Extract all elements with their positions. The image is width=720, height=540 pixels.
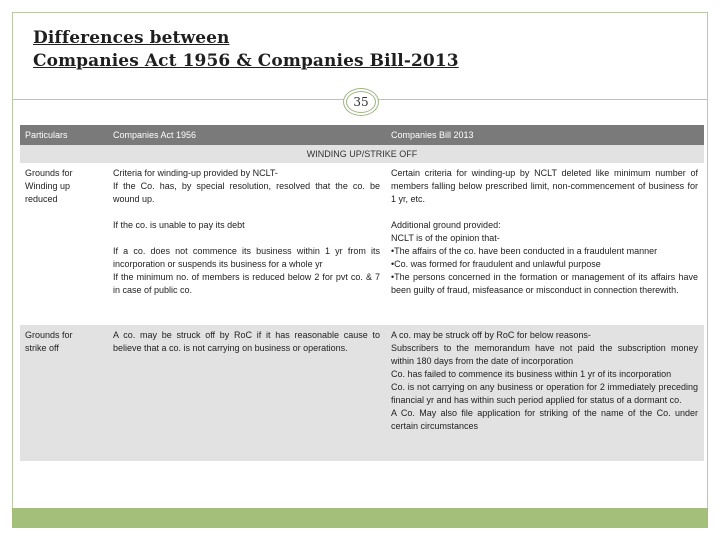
particular-line: Grounds for <box>25 168 73 178</box>
title-line-2: Companies Act 1956 & Companies Bill-2013 <box>33 51 459 71</box>
spacer <box>391 206 698 219</box>
cell-line: If the co. is unable to pay its debt <box>113 220 245 230</box>
cell-line: Criteria for winding-up provided by NCLT- <box>113 168 278 178</box>
header-bill-2013: Companies Bill 2013 <box>391 129 474 140</box>
table-row <box>20 163 704 325</box>
slide-title <box>33 27 459 73</box>
cell-line: NCLT is of the opinion that- <box>391 233 500 243</box>
header-act-1956: Companies Act 1956 <box>113 129 197 140</box>
table-row <box>20 325 704 461</box>
spacer <box>113 206 380 219</box>
row-act-1956 <box>108 163 386 325</box>
particular-line: Winding up <box>25 181 71 191</box>
cell-line: Certain criteria for winding-up by NCLT deleted like minimum number of members falling below prescribed limit, non-commencement of business for 1 yr, etc. <box>391 168 698 204</box>
cell-line: If a co. does not commence its business within 1 yr from its incorporation or suspends its business for a whole yr <box>113 246 380 269</box>
cell-line: Co. has failed to commence its business within 1 yr of its incorporation <box>391 369 672 379</box>
cell-line: •The affairs of the co. have been conducted in a fraudulent manner <box>391 246 658 256</box>
spacer <box>113 232 380 245</box>
page-number: 35 <box>346 91 376 113</box>
particular-line: reduced <box>25 194 58 204</box>
page-number-badge <box>343 88 379 116</box>
cell-line: •Co. was formed for fraudulent and unlawful purpose <box>391 259 601 269</box>
cell-line: •The persons concerned in the formation or management of its affairs have been guilty of fraud, misfeasance or misconduct in connection therewith. <box>391 272 698 295</box>
cell-line: A co. may be struck off by RoC if it has reasonable cause to believe that a co. is not carrying on business or operations. <box>113 330 380 353</box>
row-act-1956 <box>108 325 386 461</box>
footer-bar <box>12 508 708 528</box>
table-header <box>20 125 704 145</box>
row-bill-2013 <box>386 325 704 461</box>
cell-line: Additional ground provided: <box>391 220 501 230</box>
row-particular <box>20 325 108 461</box>
particular-line: Grounds for <box>25 330 73 340</box>
cell-line: If the minimum no. of members is reduced below 2 for pvt co. & 7 in case of public co. <box>113 272 380 295</box>
section-heading: WINDING UP/STRIKE OFF <box>20 145 704 163</box>
cell-line: Co. is not carrying on any business or operation for 2 immediately preceding financial yr and has within such period applied for status of a dormant co. <box>391 382 698 405</box>
cell-line: If the Co. has, by special resolution, resolved that the co. be wound up. <box>113 181 380 204</box>
cell-line: A co. may be struck off by RoC for below reasons- <box>391 330 591 340</box>
header-particulars: Particulars <box>25 129 68 140</box>
comparison-table <box>20 125 704 461</box>
title-line-1: Differences between <box>33 28 230 48</box>
cell-line: A Co. May also file application for striking of the name of the Co. under certain circumstances <box>391 408 698 431</box>
particular-line: strike off <box>25 343 59 353</box>
row-particular <box>20 163 108 325</box>
cell-line: Subscribers to the memorandum have not paid the subscription money within 180 days from the date of incorporation <box>391 343 698 366</box>
row-bill-2013 <box>386 163 704 325</box>
